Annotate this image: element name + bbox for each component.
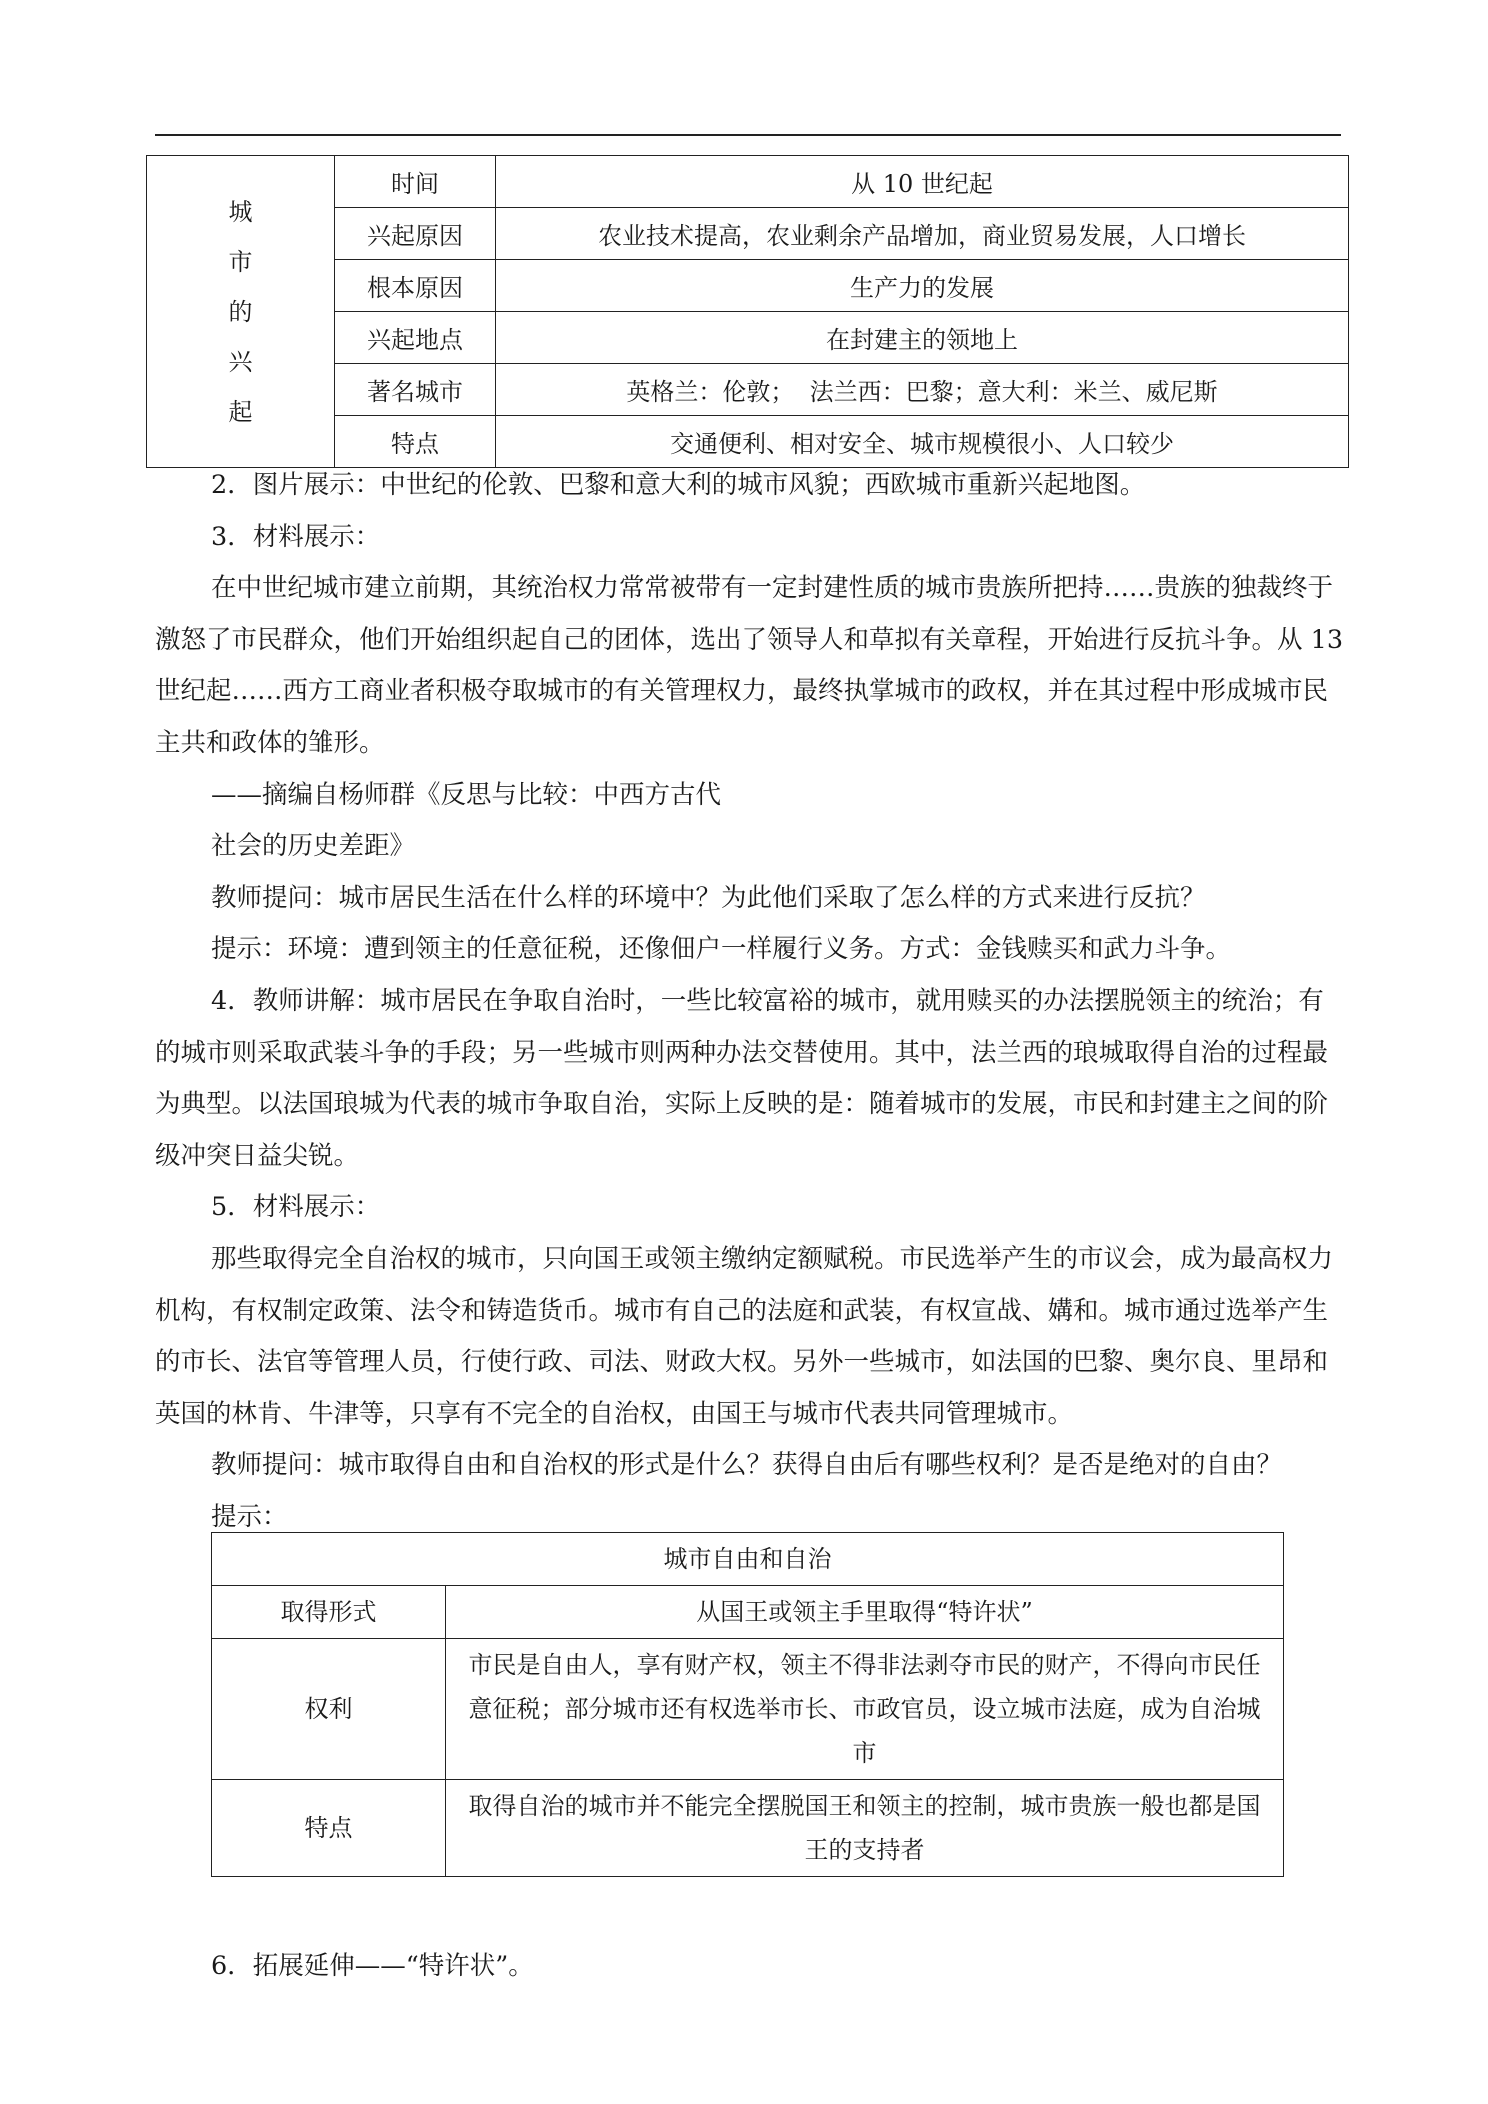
row-label: 特点: [212, 1780, 446, 1877]
row-label: 根本原因: [335, 260, 496, 312]
body-text: [155, 460, 1345, 1543]
hint-2: 提示：: [211, 1501, 288, 1532]
row-value: 从国王或领主手里取得“特许状”: [446, 1586, 1284, 1639]
paragraph-3-heading: 3．材料展示：: [211, 521, 381, 552]
teacher-question-2: 教师提问：城市取得自由和自治权的形式是什么？获得自由后有哪些权利？是否是绝对的自由？: [211, 1450, 1283, 1481]
row-value: 市民是自由人，享有财产权，领主不得非法剥夺市民的财产，不得向市民任意征税；部分城市还有权选举市长、市政官员，设立城市法庭，成为自治城市: [446, 1639, 1284, 1780]
city-rise-table: [146, 155, 1349, 468]
hint: 提示：环境：遭到领主的任意征税，还像佃户一样履行义务。方式：金钱赎买和武力斗争。: [211, 934, 1232, 965]
row-value: 从 10 世纪起: [496, 156, 1349, 208]
group-char: 的: [228, 297, 253, 326]
paragraph-5-material: 那些取得完全自治权的城市，只向国王或领主缴纳定额赋税。市民选举产生的市议会，成为最高权力机构，有权制定政策、法令和铸造货币。城市有自己的法庭和武装，有权宣战、媾和。城市通过选举产生的市长、法官等管理人员，行使行政、司法、财政大权。另外一些城市，如法国的巴黎、奥尔良、里昂和英国的林肯、牛津等，只享有不完全的自治权，由国王与城市代表共同管理城市。: [155, 1243, 1334, 1429]
group-label-cell: [147, 156, 335, 468]
paragraph-4: 4．教师讲解：城市居民在争取自治时，一些比较富裕的城市，就用赎买的办法摆脱领主的统治；有的城市则采取武装斗争的手段；另一些城市则两种办法交替使用。其中，法兰西的琅城取得自治的过程最为典型。以法国琅城为代表的城市争取自治，实际上反映的是：随着城市的发展，市民和封建主之间的阶级冲突日益尖锐。: [155, 985, 1329, 1171]
row-label: 时间: [335, 156, 496, 208]
group-char: 起: [228, 397, 253, 426]
row-label: 著名城市: [335, 364, 496, 416]
material-source: ——摘编自杨师群《反思与比较：中西方古代: [211, 779, 722, 810]
paragraph-2: 2．图片展示：中世纪的伦敦、巴黎和意大利的城市风貌；西欧城市重新兴起地图。: [211, 470, 1146, 500]
table-row: [212, 1639, 1284, 1780]
row-label: 权利: [212, 1639, 446, 1780]
row-value: 交通便利、相对安全、城市规模很小、人口较少: [496, 416, 1349, 468]
header-rule: [155, 134, 1341, 136]
row-value: 生产力的发展: [496, 260, 1349, 312]
table-title: 城市自由和自治: [212, 1533, 1284, 1586]
group-char: 市: [228, 247, 253, 276]
paragraph-3-material: 在中世纪城市建立前期，其统治权力常常被带有一定封建性质的城市贵族所把持……贵族的独裁终于激怒了市民群众，他们开始组织起自己的团体，选出了领导人和草拟有关章程，开始进行反抗斗争。从 13 世纪起……西方工商业者积极夺取城市的有关管理权力，最终执掌城市的政权，并在其过程中形成城市民主共和政体的雏形。: [155, 573, 1344, 758]
row-label: 取得形式: [212, 1586, 446, 1639]
teacher-question: 教师提问：城市居民生活在什么样的环境中？为此他们采取了怎么样的方式来进行反抗？: [211, 882, 1206, 913]
row-label: 特点: [335, 416, 496, 468]
row-label: 兴起地点: [335, 312, 496, 364]
table-row: [212, 1586, 1284, 1639]
table-row: [147, 156, 1349, 208]
city-autonomy-table: [211, 1532, 1284, 1877]
row-label: 兴起原因: [335, 208, 496, 260]
table-title-row: [212, 1533, 1284, 1586]
group-char: 兴: [228, 347, 253, 376]
paragraph-6: 6．拓展延伸——“特许状”。: [211, 1951, 534, 1981]
material-source-cont: 社会的历史差距》: [211, 831, 416, 862]
row-value: 取得自治的城市并不能完全摆脱国王和领主的控制，城市贵族一般也都是国王的支持者: [446, 1780, 1284, 1877]
group-char: 城: [228, 197, 253, 226]
row-value: 在封建主的领地上: [496, 312, 1349, 364]
table-row: [212, 1780, 1284, 1877]
row-value: 英格兰：伦敦； 法兰西：巴黎；意大利：米兰、威尼斯: [496, 364, 1349, 416]
paragraph-5-heading: 5．材料展示：: [211, 1192, 381, 1223]
row-value: 农业技术提高，农业剩余产品增加，商业贸易发展，人口增长: [496, 208, 1349, 260]
